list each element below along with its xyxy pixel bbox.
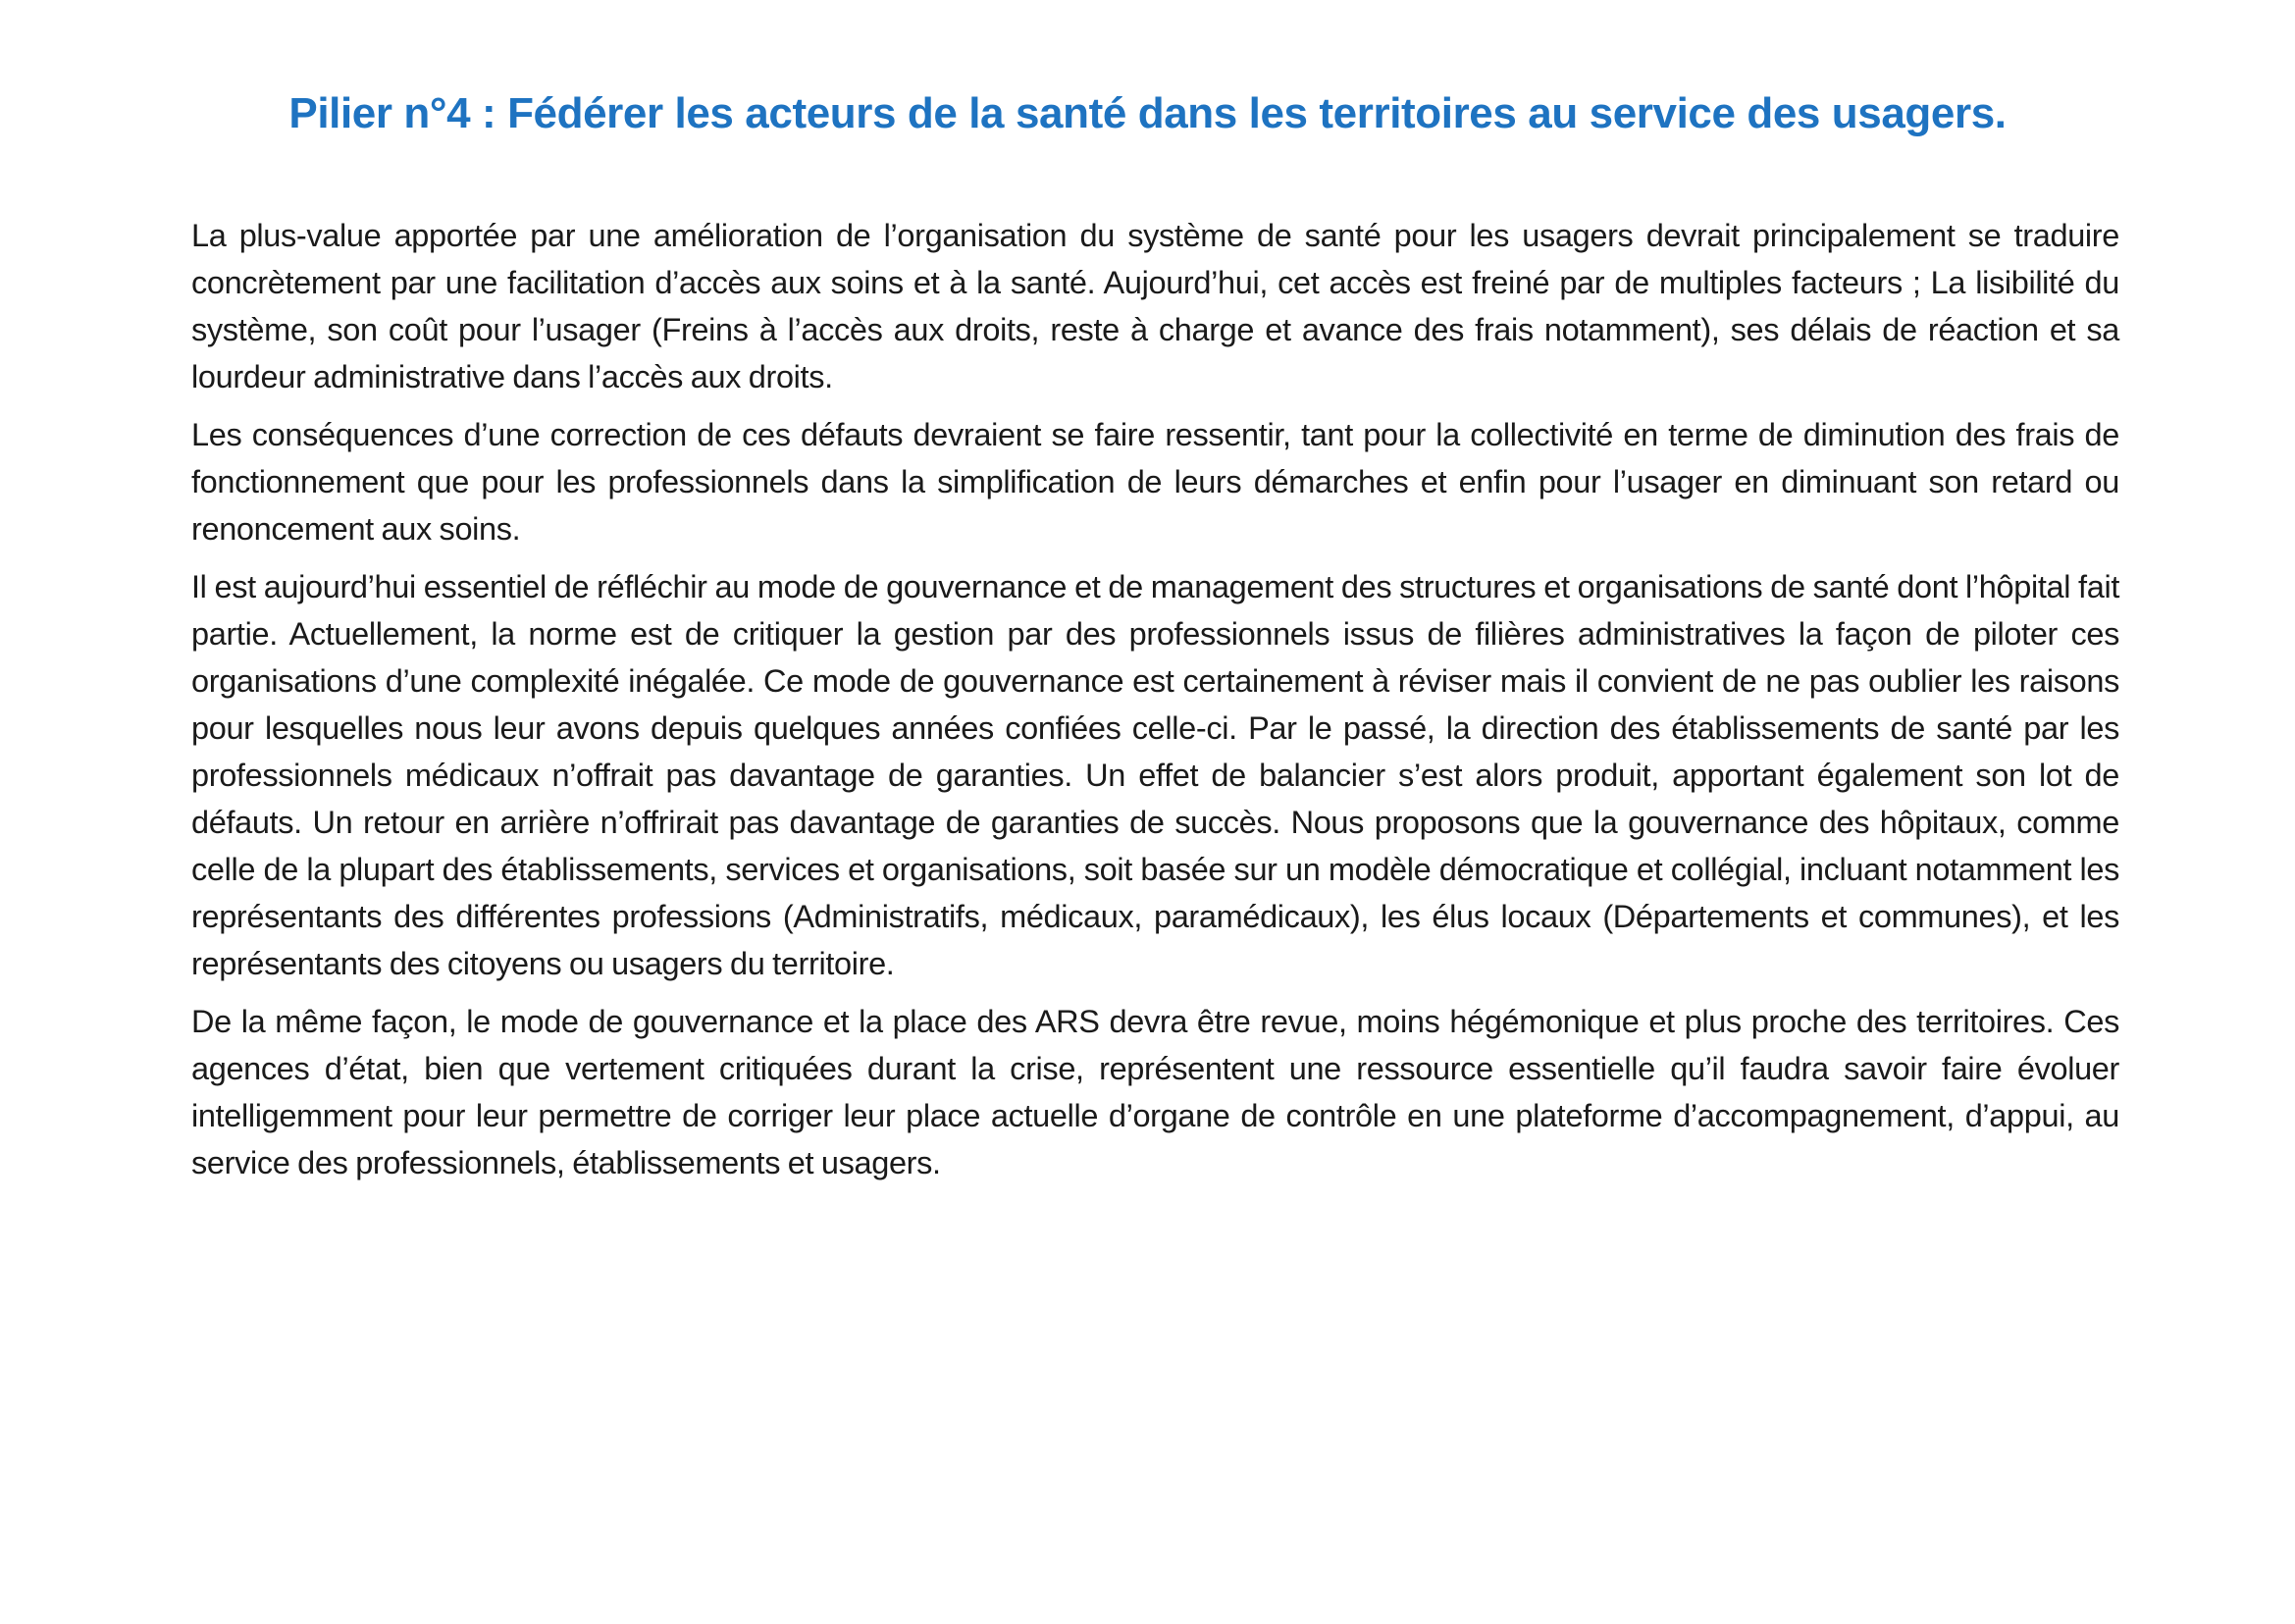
paragraph-3: Il est aujourd’hui essentiel de réfléchir au mode de gouvernance et de management des structures et organisations de santé dont l’hôpital fait partie. Actuellement, la norme est de critiquer la gestion par des professionnels issus de filières administratives la façon de piloter ces organisations d’une complexité inégalée. Ce mode de gouvernance est certainement à réviser mais il convient de ne pas oublier les raisons pour lesquelles nous leur avons depuis quelques années confiées celle-ci. Par le passé, la direction des établissements de santé par les professionnels médicaux n’offrait pas davantage de garanties. Un effet de balancier s’est alors produit, apportant également son lot de défauts. Un retour en arrière n’offrirait pas davantage de garanties de succès. Nous proposons que la gouvernance des hôpitaux, comme celle de la plupart des établissements, services et organisations, soit basée sur un modèle démocratique et collégial, incluant notamment les représentants des différentes professions (Administratifs, médicaux, paramédicaux), les élus locaux (Départements et communes), et les représentants des citoyens ou usagers du territoire.	[191, 569, 2119, 981]
paragraph-4: De la même façon, le mode de gouvernance et la place des ARS devra être revue, moins hégémonique et plus proche des territoires. Ces agences d’état, bien que vertement critiquées durant la crise, représentent une ressource essentielle qu’il faudra savoir faire évoluer intelligemment pour leur permettre de corriger leur place actuelle d’organe de contrôle en une plateforme d’accompagnement, d’appui, au service des professionnels, établissements et usagers.	[191, 1004, 2119, 1180]
page-title: Pilier n°4 : Fédérer les acteurs de la santé dans les territoires au service des usagers.	[288, 89, 2007, 137]
document-body	[191, 212, 2119, 1197]
paragraph-2: Les conséquences d’une correction de ces défauts devraient se faire ressentir, tant pour la collectivité en terme de diminution des frais de fonctionnement que pour les professionnels dans la simplification de leurs démarches et enfin pour l’usager en diminuant son retard ou renoncement aux soins.	[191, 417, 2119, 547]
paragraph-1: La plus-value apportée par une amélioration de l’organisation du système de santé pour les usagers devrait principalement se traduire concrètement par une facilitation d’accès aux soins et à la santé. Aujourd’hui, cet accès est freiné par de multiples facteurs ; La lisibilité du système, son coût pour l’usager (Freins à l’accès aux droits, reste à charge et avance des frais notamment), ses délais de réaction et sa lourdeur administrative dans l’accès aux droits.	[191, 218, 2119, 394]
